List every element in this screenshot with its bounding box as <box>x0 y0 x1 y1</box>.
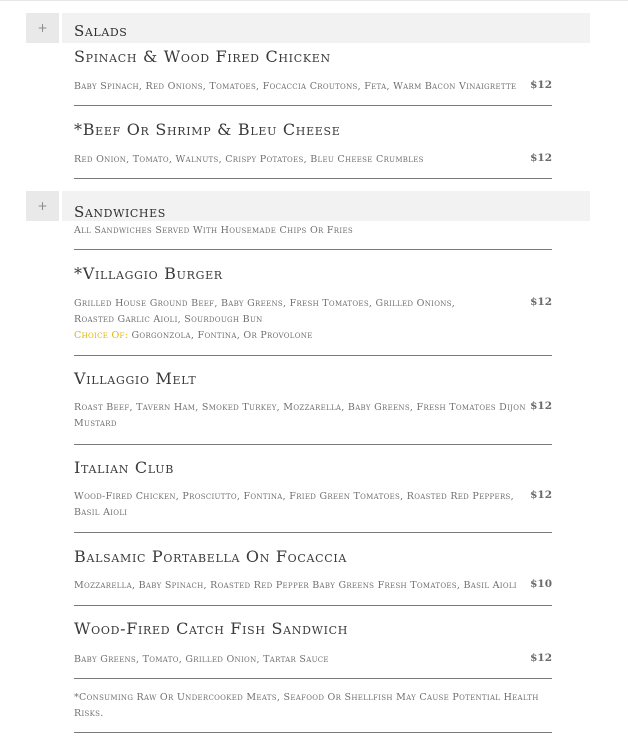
item-description: Baby Spinach, Red Onions, Tomatoes, Focaccia Croutons, Feta, Warm Bacon Vinaigrette <box>74 81 517 92</box>
item-choice <box>74 328 313 344</box>
expand-plus-icon[interactable]: + <box>26 13 59 43</box>
item-description: Mozzarella, Baby Spinach, Roasted Red Pepper Baby Greens Fresh Tomatoes, Basil Aioli <box>74 580 517 591</box>
item-divider <box>74 532 552 533</box>
item-price: $12 <box>530 400 552 412</box>
top-divider <box>0 0 628 1</box>
item-divider <box>74 249 552 250</box>
item-price: $12 <box>530 489 552 501</box>
item-price: $12 <box>530 79 552 91</box>
item-divider <box>74 678 552 679</box>
item-divider <box>74 105 552 106</box>
item-price: $12 <box>530 296 552 308</box>
item-description: Roast Beef, Tavern Ham, Smoked Turkey, Mozzarella, Baby Greens, Fresh Tomatoes Dijon Mustard <box>74 402 526 429</box>
item-divider <box>74 444 552 445</box>
choice-label: Choice Of: <box>74 330 129 341</box>
section-bar <box>62 13 590 43</box>
item-divider <box>74 605 552 606</box>
item-description: Wood-Fired Chicken, Prosciutto, Fontina, Fried Green Tomatoes, Roasted Red Peppers, Basil Aioli <box>74 491 514 518</box>
consumption-disclaimer: *Consuming Raw Or Undercooked Meats, Seafood Or Shellfish May Cause Potential Health Risks. <box>74 692 539 719</box>
item-title: Balsamic Portabella On Focaccia <box>74 547 348 566</box>
item-price: $12 <box>530 152 552 164</box>
item-title: Wood-Fired Catch Fish Sandwich <box>74 619 349 638</box>
section-header-sandwiches[interactable] <box>26 191 590 221</box>
item-divider <box>74 355 552 356</box>
section-header-salads[interactable] <box>26 13 590 43</box>
item-price: $12 <box>530 652 552 664</box>
item-title: Italian Club <box>74 458 175 477</box>
footer-divider <box>74 732 552 733</box>
section-title-salads: Salads <box>74 22 128 40</box>
expand-plus-icon[interactable]: + <box>26 191 59 221</box>
section-subtitle: All Sandwiches Served With Housemade Chips Or Fries <box>74 225 353 236</box>
item-description: Red Onion, Tomato, Walnuts, Crispy Potatoes, Bleu Cheese Crumbles <box>74 154 424 165</box>
item-description: Baby Greens, Tomato, Grilled Onion, Tartar Sauce <box>74 654 329 665</box>
item-title: *Villaggio Burger <box>74 264 223 283</box>
item-title: Spinach & Wood Fired Chicken <box>74 47 331 66</box>
item-price: $10 <box>530 578 552 590</box>
section-title-sandwiches: Sandwiches <box>74 203 166 221</box>
item-divider <box>74 178 552 179</box>
choice-options: Gorgonzola, Fontina, Or Provolone <box>131 330 313 341</box>
item-description: Grilled House Ground Beef, Baby Greens, Fresh Tomatoes, Grilled Onions, Roasted Garlic Aioli, Sourdough Bun <box>74 298 456 325</box>
item-title: Villaggio Melt <box>74 369 197 388</box>
item-title: *Beef Or Shrimp & Bleu Cheese <box>74 120 341 139</box>
